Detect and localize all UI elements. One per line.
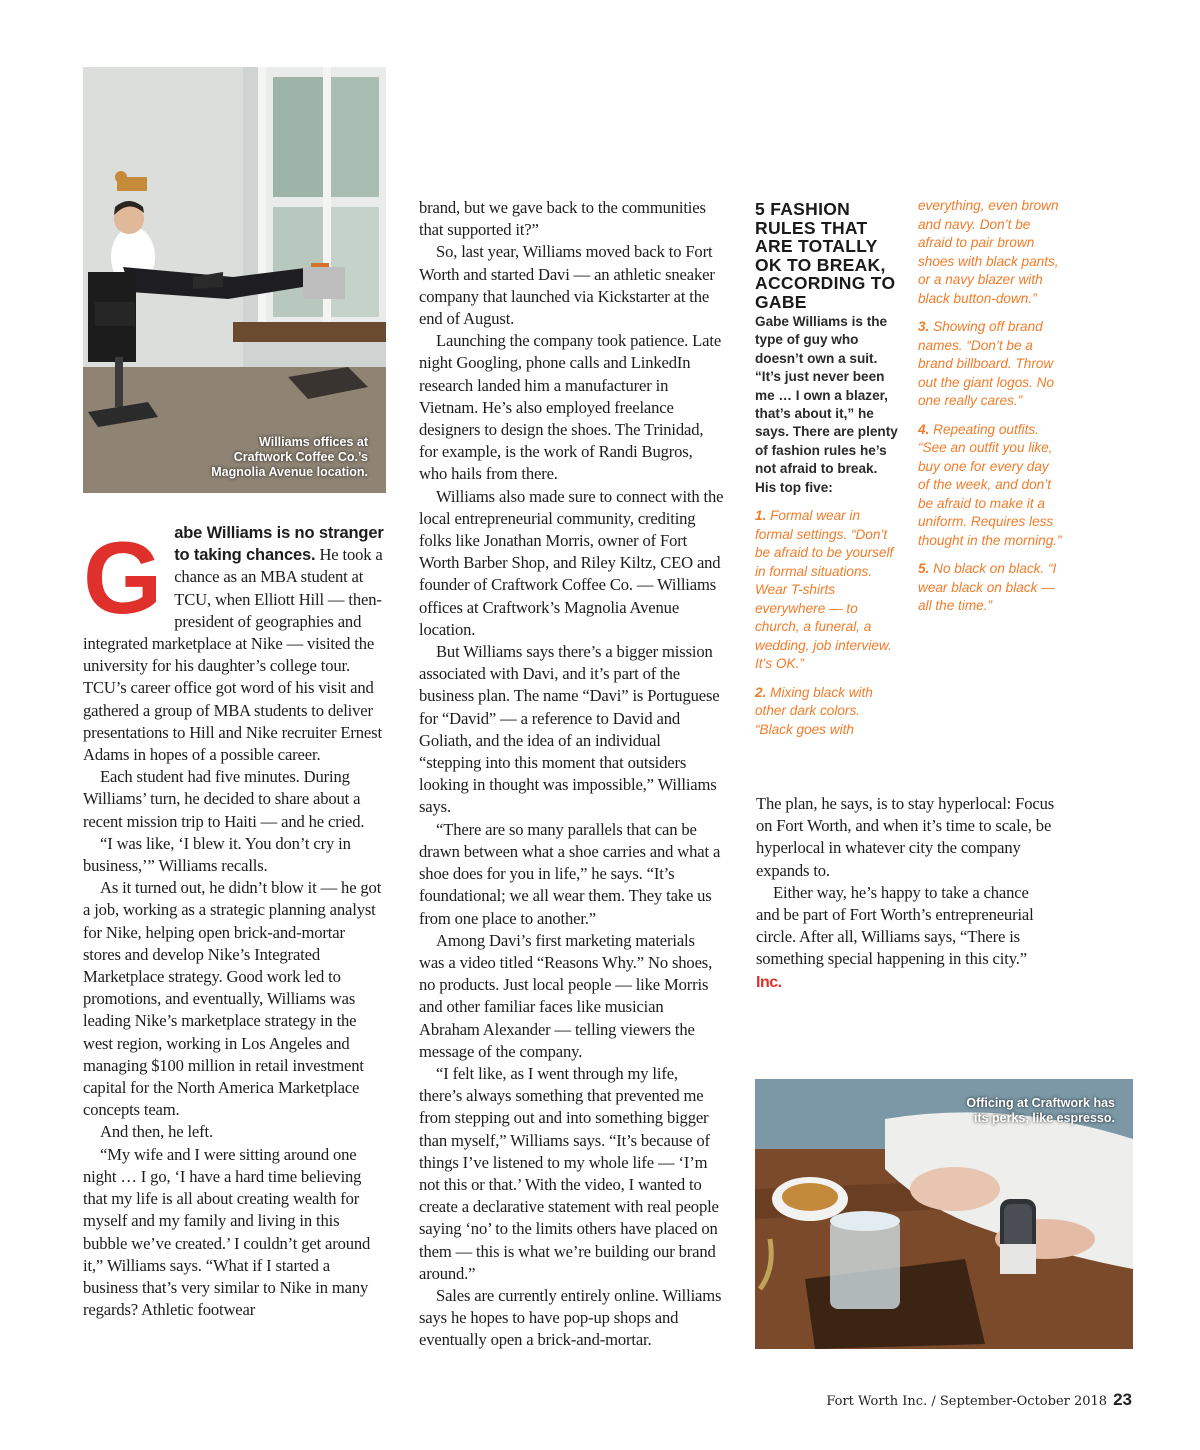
espresso-photo-caption	[855, 1096, 1115, 1126]
page-footer	[826, 1390, 1132, 1410]
rule-title: Repeating outfits.	[933, 421, 1039, 437]
rule-text: “Don’t be a brand billboard. Throw out the giant logos. No one really cares.”	[918, 337, 1055, 408]
sidebar-title: 5 FASHION RULES THAT ARE TOTALLY OK TO BREAK, ACCORDING TO GABE	[755, 199, 896, 312]
inc-end-logo: Inc.	[756, 973, 782, 991]
fashion-rule-4	[918, 421, 1063, 551]
fashion-rule-3	[918, 318, 1063, 411]
rule-title: Showing off brand names.	[918, 319, 1043, 353]
page-number: 23	[1113, 1390, 1132, 1409]
article-paragraph: brand, but we gave back to the communities that supported it?”	[419, 198, 706, 240]
rule-number: 5.	[918, 561, 930, 576]
office-photo-caption-line: Craftwork Coffee Co.’s	[233, 450, 368, 464]
article-paragraph: “I was like, ‘I blew it. You don’t cry in business,’” Williams recalls.	[83, 833, 351, 876]
closing-paragraph-text: Either way, he’s happy to take a chance and be part of Fort Worth’s entrepreneurial circle. After all, Williams says, “There is something special happening in this city.”	[756, 882, 1034, 969]
rule-text: “I wear black on black — all the time.”	[918, 561, 1057, 613]
article-column-2	[419, 197, 724, 1352]
espresso-photo-caption-line: its perks, like espresso.	[973, 1111, 1115, 1125]
espresso-photo-caption-line: Officing at Craftwork has	[966, 1096, 1115, 1110]
article-paragraph: And then, he left.	[100, 1122, 213, 1142]
office-photo	[83, 67, 386, 493]
office-photo-caption	[108, 435, 368, 480]
fashion-rule-1	[755, 507, 900, 674]
lead-sentence: abe Williams is no stranger to taking chances.	[174, 524, 384, 565]
article-paragraph: The plan, he says, is to stay hyperlocal: Focus on Fort Worth, and when it’s time to scale, be hyperlocal in whatever city the company expands to.	[756, 794, 1055, 880]
article-paragraph: Each student had five minutes. During Williams’ turn, he decided to share about a recent mission trip to Haiti — and he cried.	[83, 767, 365, 831]
footer-publication: Fort Worth Inc. / September-October 2018	[826, 1394, 1108, 1409]
article-paragraph: Sales are currently entirely online. Williams says he hopes to have pop-up shops and eventually open a brick-and-mortar.	[419, 1285, 722, 1350]
fashion-rule-2	[755, 684, 900, 740]
rule-text: “Black goes with	[755, 721, 854, 737]
rule-number: 3.	[918, 319, 930, 334]
article-paragraph: But Williams says there’s a bigger mission associated with Davi, and it’s part of the business plan. The name “Davi” is Portuguese for “David” — a reference to David and Goliath, and the idea of an individual “stepping into this moment that outsiders looking in thought was impossible,” Williams says.	[419, 642, 720, 817]
article-paragraph: Launching the company took patience. Late night Googling, phone calls and LinkedIn research landed him a manufacturer in Vietnam. He’s also employed freelance designers to design the shoes. The Trinidad, for example, is the work of Randi Bugros, who hails from there.	[419, 331, 722, 484]
lead-paragraph-text: He took a chance as an MBA student at TCU, when Elliott Hill — then-president of geographies and integrated marketplace at Nike — visited the university for his daughter’s college tour. TCU’s career office got word of his visit and gathered a group of MBA students to deliver presentations to Hill and Nike recruiter Ernest Adams in hopes of a possible career.	[83, 545, 383, 765]
rule-text: “Don’t be afraid to be yourself in formal situations. Wear T-shirts everywhere — to church, a funeral, a wedding, job interview. It’s OK.”	[755, 526, 894, 672]
fashion-rules-sidebar	[755, 200, 1145, 760]
sidebar-intro: Gabe Williams is the type of guy who doesn’t own a suit. “It’s just never been me … I own a blazer, that’s about it,” he says. There are plenty of fashion rules he’s not afraid to break. His top five:	[755, 314, 898, 495]
article-paragraph: As it turned out, he didn’t blow it — he got a job, working as a strategic planning analyst for Nike, helping open brick-and-mortar stores and develop Nike’s Integrated Marketplace strategy. Good work led to promotions, and eventually, Williams was leading Nike’s marketplace strategy in the west region, working in Los Angeles and managing $100 million in retail investment capital for the North America Marketplace concepts team.	[83, 878, 382, 1120]
article-paragraph: Among Davi’s first marketing materials was a video titled “Reasons Why.” No shoes, no products. Just local people — like Morris and other familiar faces like musician Abraham Alexander — telling viewers the message of the company.	[419, 930, 713, 1061]
article-paragraph: “My wife and I were sitting around one night … I go, ‘I have a hard time believing that my life is all about creating wealth for myself and my family and living in this bubble we’ve created.’ I couldn’t get around it,” Williams says. “What if I started a business that’s very similar to Nike in many regards? Athletic footwear	[83, 1144, 371, 1320]
rule-text: “See an outfit you like, buy one for every day of the week, and don’t be afraid to make it a uniform. Requires less thought in the morning.”	[918, 440, 1062, 548]
article-column-1	[83, 522, 386, 1321]
office-photo-caption-line: Williams offices at	[259, 435, 368, 449]
article-column-3	[756, 793, 1056, 994]
office-photo-illustration	[83, 67, 386, 493]
article-paragraph: So, last year, Williams moved back to Fort Worth and started Davi — an athletic sneaker company that launched via Kickstarter at the end of August.	[419, 242, 715, 329]
article-lead-paragraph	[83, 522, 386, 766]
drop-cap: G	[83, 521, 163, 635]
article-paragraph	[756, 882, 1056, 994]
article-paragraph: “There are so many parallels that can be drawn between what a shoe carries and what a shoe does for you in life,” he says. “It’s foundational; we all wear them. They take us from one place to another.”	[419, 819, 721, 928]
rule-number: 1.	[755, 508, 767, 524]
office-photo-caption-line: Magnolia Avenue location.	[211, 465, 368, 479]
rule-title: Formal wear in formal settings.	[755, 508, 861, 542]
fashion-rule-5	[918, 560, 1063, 616]
rule-title: No black on black.	[933, 561, 1045, 576]
rule-number: 4.	[918, 421, 930, 437]
rule-title: Mixing black with other dark colors.	[755, 684, 873, 719]
espresso-photo	[755, 1079, 1133, 1349]
rule-number: 2.	[755, 684, 767, 700]
article-paragraph: “I felt like, as I went through my life, there’s always something that prevented me from stepping out and into something bigger than myself,” Williams says. “It’s because of things I’ve listened to my whole life — ‘I’m not this or that.’ With the video, I wanted to create a declarative statement with real people saying ‘no’ to the limits others have placed on them — this is what we’re building our brand around.”	[419, 1063, 719, 1283]
fashion-rule-2-continued: everything, even brown and navy. Don’t be afraid to pair brown shoes with black pants, or a navy blazer with black button-down.”	[918, 198, 1059, 306]
article-paragraph: Williams also made sure to connect with the local entrepreneurial community, crediting folks like Jonathan Morris, owner of Fort Worth Barber Shop, and Riley Kiltz, CEO and founder of Craftwork Coffee Co. — Williams offices at Craftwork’s Magnolia Avenue location.	[419, 486, 724, 639]
